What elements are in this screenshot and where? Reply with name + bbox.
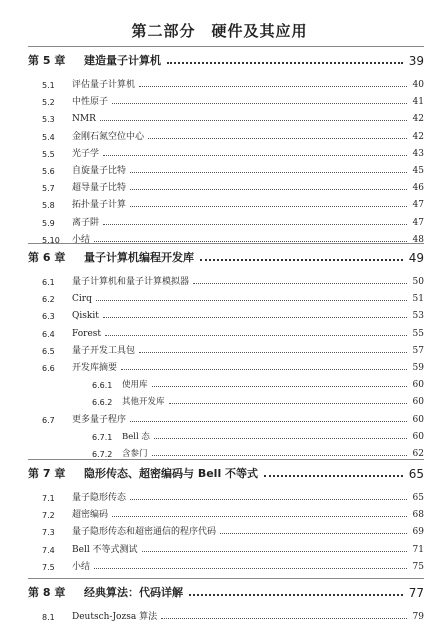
section-page: 60: [412, 414, 424, 425]
section-page: 48: [412, 234, 424, 245]
section-page: 51: [412, 294, 424, 305]
dot-leader: [96, 300, 407, 301]
dot-leader: [142, 551, 407, 552]
section-page: 46: [412, 183, 424, 194]
subsection-entry[interactable]: [28, 373, 424, 390]
section-entry[interactable]: [28, 520, 424, 537]
section-entry[interactable]: [28, 142, 424, 159]
section-page: 40: [412, 80, 424, 90]
section-title: 更多量子程序: [72, 414, 127, 425]
dot-leader: [130, 172, 407, 173]
chapter-page: 65: [408, 467, 424, 481]
dot-leader: [264, 475, 403, 477]
dot-leader: [105, 335, 407, 336]
chapter-label: 第 6 章: [28, 251, 66, 264]
section-number: 5.4: [42, 132, 55, 142]
section-number: 5.2: [42, 98, 55, 108]
section-title: 量子隐形传态: [72, 493, 127, 503]
part-title: 第二部分 硬件及其应用: [131, 22, 308, 41]
section-entry[interactable]: [28, 356, 424, 373]
chapter-page: 77: [408, 586, 424, 600]
chapter-rule: [28, 46, 424, 47]
section-title: NMR: [72, 114, 96, 125]
chapter-label: 第 8 章: [28, 586, 66, 599]
section-entry[interactable]: [28, 73, 424, 90]
dot-leader: [112, 103, 407, 104]
section-page: 57: [412, 345, 424, 356]
dot-leader: [167, 62, 403, 64]
section-entry[interactable]: [28, 176, 424, 193]
section-page: 60: [412, 380, 424, 391]
dot-leader: [169, 403, 407, 404]
chapter-rule: [28, 578, 424, 579]
subsection-entry[interactable]: [28, 390, 424, 407]
dot-leader: [152, 386, 407, 387]
section-page: 53: [412, 311, 424, 322]
chapter-entry[interactable]: [28, 48, 424, 68]
section-title: 自旋量子比特: [72, 166, 127, 176]
section-page: 79: [412, 612, 424, 622]
section-title: 开发库摘要: [72, 363, 118, 373]
section-entry[interactable]: [28, 211, 424, 228]
section-entry[interactable]: [28, 287, 424, 304]
section-page: 55: [412, 328, 424, 339]
chapter-entry[interactable]: [28, 580, 424, 600]
section-page: 65: [412, 493, 424, 503]
section-entry[interactable]: [28, 107, 424, 124]
section-page: 50: [412, 277, 424, 287]
dot-leader: [152, 455, 407, 456]
section-number: 5.5: [42, 149, 55, 159]
section-entry[interactable]: [28, 605, 424, 622]
section-number: 6.2: [42, 295, 55, 305]
section-number: 7.4: [42, 545, 55, 555]
section-title: 使用库: [122, 380, 148, 391]
section-title: 超导量子比特: [72, 183, 127, 194]
section-number: 6.7: [42, 415, 55, 425]
section-entry[interactable]: [28, 270, 424, 287]
dot-leader: [220, 533, 407, 534]
section-title: 小结: [72, 561, 91, 572]
section-number: 6.6: [42, 364, 55, 373]
section-page: 60: [412, 397, 424, 408]
chapter-label: 第 7 章: [28, 467, 66, 480]
section-title: 量子开发工具包: [72, 345, 136, 356]
section-entry[interactable]: [28, 322, 424, 339]
dot-leader: [94, 568, 407, 569]
section-title: 含参门: [122, 449, 148, 459]
dot-leader: [130, 206, 407, 207]
dot-leader: [103, 155, 407, 156]
section-number: 5.3: [42, 115, 55, 125]
dot-leader: [193, 283, 407, 284]
section-number: 5.6: [42, 167, 55, 176]
section-number: 6.6.2: [92, 398, 113, 408]
section-number: 6.5: [42, 346, 55, 356]
dot-leader: [100, 120, 407, 121]
section-entry[interactable]: [28, 538, 424, 555]
section-page: 75: [412, 561, 424, 572]
chapter-label: 第 5 章: [28, 54, 66, 67]
dot-leader: [121, 369, 407, 370]
dot-leader: [139, 86, 407, 87]
section-page: 62: [412, 449, 424, 459]
section-number: 6.3: [42, 312, 55, 322]
subsection-entry[interactable]: [28, 425, 424, 442]
section-title: 中性原子: [72, 97, 109, 108]
chapter-entry[interactable]: [28, 461, 424, 481]
chapter-entry[interactable]: [28, 245, 424, 265]
dot-leader: [130, 499, 407, 500]
section-entry[interactable]: [28, 555, 424, 572]
section-title: 小结: [72, 234, 91, 245]
chapter-title: 经典算法：代码详解: [84, 586, 183, 599]
section-number: 6.7.1: [92, 432, 113, 442]
chapter-rule: [28, 459, 424, 460]
chapter-title: 建造量子计算机: [84, 54, 161, 67]
section-number: 6.1: [42, 278, 55, 287]
section-title: 评估量子计算机: [72, 80, 136, 90]
dot-leader: [103, 317, 407, 318]
section-number: 5.7: [42, 184, 55, 194]
section-number: 7.3: [42, 528, 55, 538]
section-page: 42: [412, 114, 424, 125]
section-number: 5.9: [42, 218, 55, 228]
section-number: 7.5: [42, 562, 55, 572]
chapter-title: 隐形传态、超密编码与 Bell 不等式: [84, 467, 259, 480]
dot-leader: [130, 421, 407, 422]
section-entry[interactable]: [28, 339, 424, 356]
section-number: 5.10: [42, 235, 60, 245]
section-entry[interactable]: [28, 125, 424, 142]
section-title: Bell 态: [122, 431, 150, 442]
section-number: 5.1: [42, 81, 55, 90]
chapter-rule: [28, 243, 424, 244]
dot-leader: [154, 438, 407, 439]
section-number: 8.1: [42, 613, 55, 622]
section-title: Qiskit: [72, 311, 99, 322]
section-title: 离子阱: [72, 217, 100, 228]
section-title: 拓扑量子计算: [72, 200, 127, 211]
dot-leader: [103, 224, 407, 225]
chapter-page: 39: [408, 54, 424, 68]
section-page: 60: [412, 431, 424, 442]
section-page: 42: [412, 131, 424, 142]
section-entry[interactable]: [28, 304, 424, 321]
section-entry[interactable]: [28, 486, 424, 503]
dot-leader: [94, 241, 407, 242]
section-number: 6.6.1: [92, 381, 113, 391]
dot-leader: [200, 259, 403, 261]
section-entry[interactable]: [28, 193, 424, 210]
section-page: 59: [412, 363, 424, 373]
dot-leader: [148, 138, 407, 139]
dot-leader: [139, 352, 407, 353]
section-title: 量子隐形传态和超密通信的程序代码: [72, 527, 217, 538]
section-title: 金刚石氮空位中心: [72, 131, 145, 142]
section-entry[interactable]: [28, 159, 424, 176]
section-entry[interactable]: [28, 90, 424, 107]
section-entry[interactable]: [28, 503, 424, 520]
section-title: 超密编码: [72, 510, 109, 521]
dot-leader: [112, 516, 407, 517]
section-title: 其他开发库: [122, 397, 165, 408]
section-page: 47: [412, 200, 424, 211]
section-page: 68: [412, 510, 424, 521]
section-page: 43: [412, 148, 424, 159]
section-title: Forest: [72, 328, 102, 339]
section-number: 6.4: [42, 329, 55, 339]
section-title: 量子计算机和量子计算模拟器: [72, 277, 190, 287]
dot-leader: [161, 618, 407, 619]
chapter-page: 49: [408, 251, 424, 265]
section-title: Cirq: [72, 294, 92, 305]
section-page: 71: [412, 544, 424, 555]
dot-leader: [130, 189, 407, 190]
dot-leader: [189, 594, 403, 596]
chapter-title: 量子计算机编程开发库: [84, 251, 194, 264]
section-entry[interactable]: [28, 408, 424, 425]
section-page: 41: [412, 97, 424, 108]
section-title: 光子学: [72, 148, 100, 159]
section-title: Deutsch-Jozsa 算法: [72, 612, 158, 622]
section-page: 69: [412, 527, 424, 538]
section-page: 47: [412, 217, 424, 228]
section-page: 45: [412, 166, 424, 176]
subsection-entry[interactable]: [28, 442, 424, 459]
section-number: 7.1: [42, 494, 55, 503]
section-title: Bell 不等式测试: [72, 544, 138, 555]
section-number: 7.2: [42, 511, 55, 521]
section-number: 6.7.2: [92, 450, 113, 459]
section-number: 5.8: [42, 201, 55, 211]
